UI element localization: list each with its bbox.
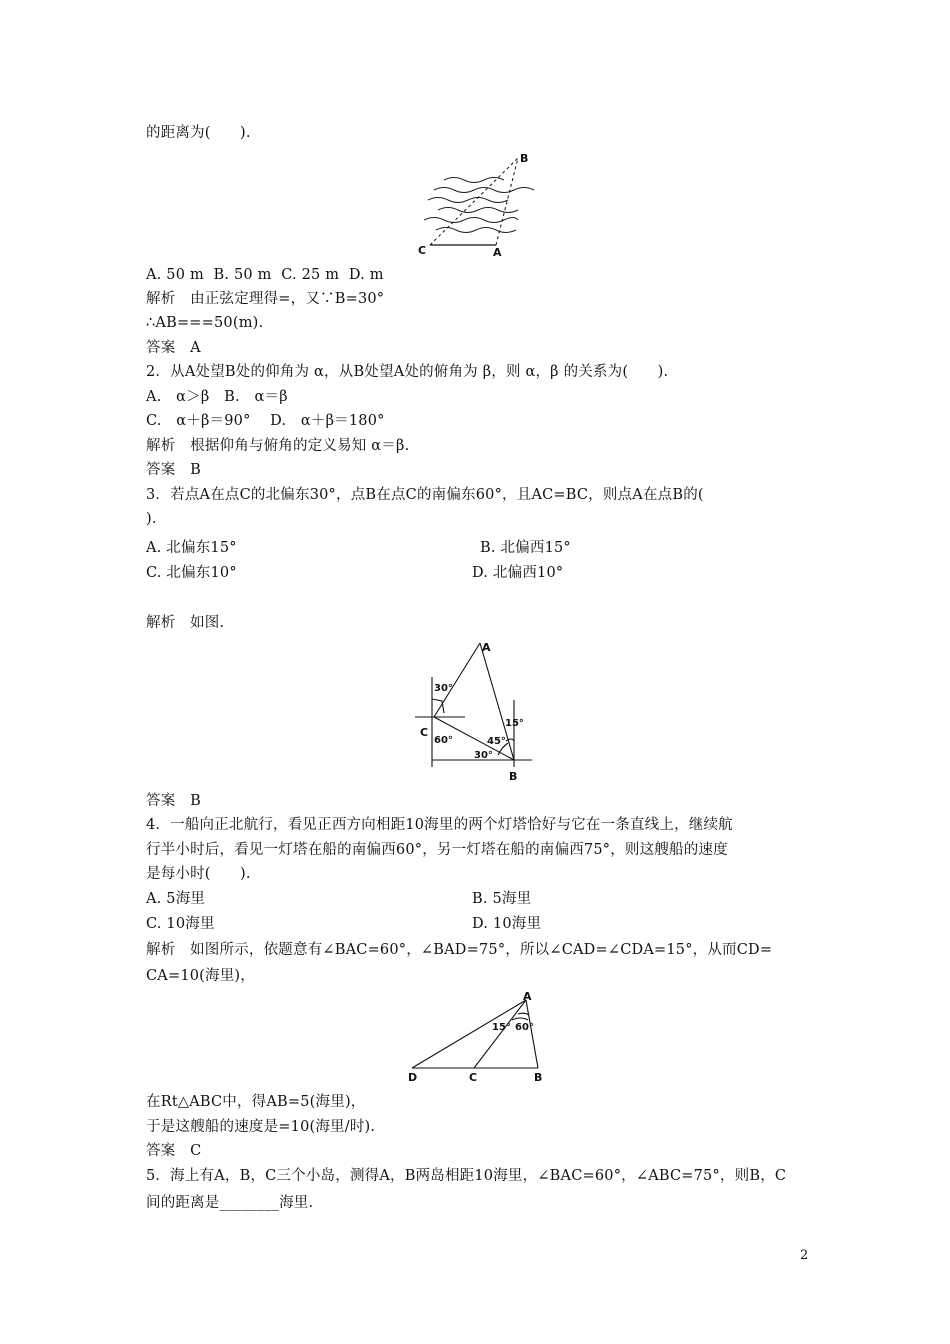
angle-60: 60° — [515, 1022, 534, 1033]
question-4: 4．一船向正北航行，看见正西方向相距10海里的两个灯塔恰好与它在一条直线上，继续航 — [146, 817, 733, 833]
option-q4-d: D. 10海里 — [472, 916, 542, 932]
question-5-cont: 间的距离是________海里. — [146, 1195, 314, 1211]
options-q1: A. 50 m B. 50 m C. 25 m D. m — [146, 267, 384, 283]
page-number: 2 — [800, 1248, 809, 1263]
answer-q4: 答案 C — [146, 1143, 202, 1159]
point-A-label: A — [482, 641, 491, 654]
question-3-cont: ). — [146, 511, 157, 527]
angle-60: 60° — [434, 735, 453, 746]
bearing-figure — [410, 637, 550, 783]
point-B-label: B — [509, 770, 518, 783]
angle-45: 45° — [487, 736, 506, 747]
lighthouse-figure — [404, 990, 554, 1085]
question-3: 3．若点A在点C的北偏东30°，点B在点C的南偏东60°，且AC=BC，则点A在点B的( — [146, 487, 704, 503]
option-q3-b: B. 北偏西15° — [480, 540, 571, 556]
question-5: 5．海上有A，B，C三个小岛，测得A，B两岛相距10海里，∠BAC=60°，∠ABC=75°，则B，C — [146, 1168, 787, 1184]
angle-15: 15° — [505, 718, 524, 729]
options-q2-cd: C. α＋β＝90° D. α＋β＝180° — [146, 413, 385, 429]
river-figure — [414, 150, 544, 260]
point-C-label: C — [418, 244, 427, 257]
option-q3-d: D. 北偏西10° — [472, 565, 564, 581]
analysis-q4-cont: CA=10(海里)， — [146, 968, 255, 984]
point-B-label: B — [534, 1071, 543, 1084]
analysis-q3: 解析 如图. — [146, 615, 225, 631]
options-q2-ab: A. α＞β B. α＝β — [146, 389, 288, 405]
question-4-cont1: 行半小时后，看见一灯塔在船的南偏西60°，另一灯塔在船的南偏西75°，则这艘船的速度 — [146, 842, 728, 858]
point-A-label: A — [493, 246, 502, 259]
option-q4-b: B. 5海里 — [472, 891, 532, 907]
option-q3-a: A. 北偏东15° — [146, 540, 237, 556]
question-2: 2．从A处望B处的仰角为 α，从B处望A处的俯角为 β，则 α，β 的关系为( ). — [146, 364, 669, 380]
option-q3-c: C. 北偏东10° — [146, 565, 237, 581]
analysis-q1: 解析 由正弦定理得=，又∵B=30° — [146, 291, 385, 307]
analysis-q1-cont: ∴AB===50(m). — [146, 315, 264, 331]
point-D-label: D — [408, 1071, 418, 1084]
point-A-label: A — [523, 990, 532, 1003]
analysis-q4-speed: 于是这艘船的速度是=10(海里/时). — [146, 1119, 376, 1135]
point-C-label: C — [469, 1071, 478, 1084]
option-q4-a: A. 5海里 — [146, 891, 206, 907]
answer-q2: 答案 B — [146, 462, 201, 478]
angle-30-bottom: 30° — [474, 750, 493, 761]
answer-q3: 答案 B — [146, 793, 201, 809]
angle-15: 15° — [492, 1022, 511, 1033]
option-q4-c: C. 10海里 — [146, 916, 215, 932]
angle-30-top: 30° — [434, 683, 453, 694]
analysis-q4: 解析 如图所示，依题意有∠BAC=60°，∠BAD=75°，所以∠CAD=∠CDA=15°，从而CD= — [146, 942, 773, 958]
analysis-q2: 解析 根据仰角与俯角的定义易知 α＝β. — [146, 438, 410, 454]
point-C-label: C — [420, 726, 429, 739]
analysis-q4-rt: 在Rt△ABC中，得AB=5(海里)， — [146, 1094, 366, 1110]
point-B-label: B — [520, 152, 529, 165]
question-4-cont2: 是每小时( ). — [146, 866, 251, 882]
answer-q1: 答案 A — [146, 340, 201, 356]
question-stem-end: 的距离为( ). — [146, 125, 251, 141]
